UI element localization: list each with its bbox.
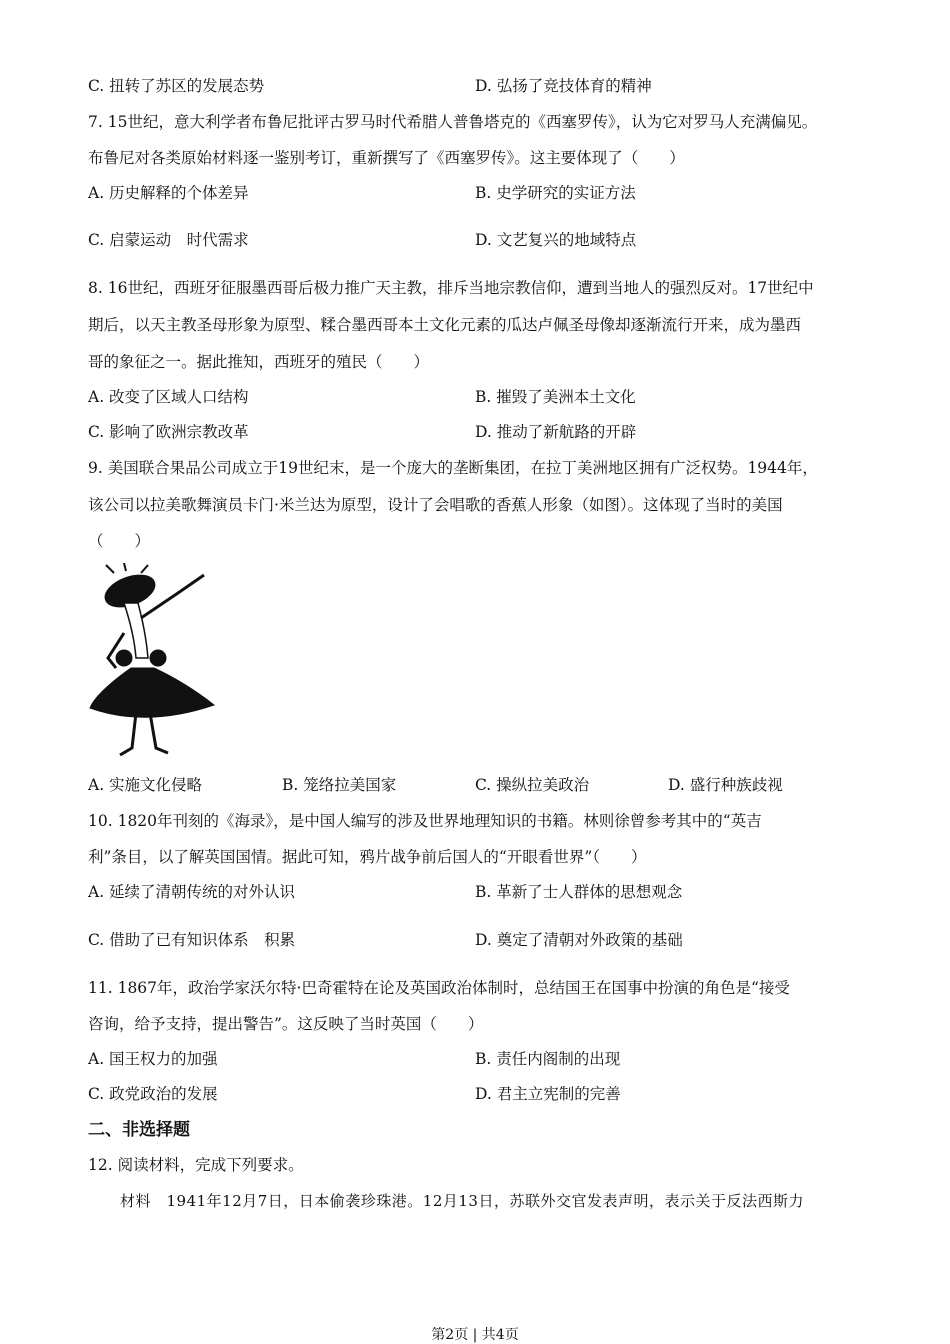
q7-option-a: A. 历史解释的个体差异	[88, 184, 249, 202]
q10-stem-line1: 10. 1820年刊刻的《海录》，是中国人编写的涉及世界地理知识的书籍。林则徐曾参考其中的“英吉	[88, 812, 762, 830]
q11-option-d: D. 君主立宪制的完善	[475, 1085, 621, 1103]
section-heading: 二、非选择题	[88, 1120, 190, 1140]
q12-material: 材料 1941年12月7日，日本偷袭珍珠港。12月13日，苏联外交官发表声明，表示关于反法西斯力	[120, 1192, 804, 1210]
q7-option-b: B. 史学研究的实证方法	[475, 184, 636, 202]
q8-stem-line2: 期后，以天主教圣母形象为原型、糅合墨西哥本土文化元素的瓜达卢佩圣母像却逐渐流行开来，成为墨西	[88, 316, 802, 334]
q10-stem-line2: 利”条目，以了解英国国情。据此可知，鸦片战争前后国人的“开眼看世界”（ ）	[88, 848, 647, 866]
q8-option-d: D. 推动了新航路的开辟	[475, 423, 637, 441]
q8-option-a: A. 改变了区域人口结构	[88, 388, 249, 406]
q9-option-b: B. 笼络拉美国家	[282, 776, 397, 794]
q7-option-d: D. 文艺复兴的地域特点	[475, 231, 637, 249]
q7-stem-line2: 布鲁尼对各类原始材料逐一鉴别考订，重新撰写了《西塞罗传》。这主要体现了（ ）	[88, 149, 685, 167]
q11-option-c: C. 政党政治的发展	[88, 1085, 218, 1103]
q9-stem-line2: 该公司以拉美歌舞演员卡门·米兰达为原型，设计了会唱歌的香蕉人形象（如图）。这体现了当时的美国	[88, 496, 783, 514]
q11-option-a: A. 国王权力的加强	[88, 1050, 218, 1068]
q11-stem-line2: 咨询，给予支持，提出警告”。这反映了当时英国（ ）	[88, 1015, 484, 1033]
q9-option-a: A. 实施文化侵略	[88, 776, 203, 794]
q11-option-b: B. 责任内阁制的出现	[475, 1050, 621, 1068]
q7-stem-line1: 7. 15世纪，意大利学者布鲁尼批评古罗马时代希腊人普鲁塔克的《西塞罗传》，认为它对罗马人充满偏见。	[88, 113, 818, 131]
q8-option-b: B. 摧毁了美洲本土文化	[475, 388, 636, 406]
q8-stem-line3: 哥的象征之一。据此推知，西班牙的殖民（ ）	[88, 353, 430, 371]
q8-stem-line1: 8. 16世纪，西班牙征服墨西哥后极力推广天主教，排斥当地宗教信仰，遭到当地人的强烈反对。17世纪中	[88, 279, 814, 297]
q10-option-a: A. 延续了清朝传统的对外认识	[88, 883, 296, 901]
banana-figure-illustration	[86, 563, 218, 763]
q9-stem-line3: （ ）	[88, 532, 151, 550]
q9-option-d: D. 盛行种族歧视	[668, 776, 783, 794]
q9-stem-line1: 9. 美国联合果品公司成立于19世纪末，是一个庞大的垄断集团，在拉丁美洲地区拥有广泛权势。1944年，	[88, 459, 818, 477]
q10-option-d: D. 奠定了清朝对外政策的基础	[475, 931, 683, 949]
q7-option-c: C. 启蒙运动 时代需求	[88, 231, 249, 249]
q6-option-d: D. 弘扬了竞技体育的精神	[475, 77, 652, 95]
q6-option-c: C. 扭转了苏区的发展态势	[88, 77, 265, 95]
q11-stem-line1: 11. 1867年，政治学家沃尔特·巴奇霍特在论及英国政治体制时，总结国王在国事中扮演的角色是“接受	[88, 979, 790, 997]
q10-option-b: B. 革新了士人群体的思想观念	[475, 883, 683, 901]
q8-option-c: C. 影响了欧洲宗教改革	[88, 423, 249, 441]
q9-option-c: C. 操纵拉美政治	[475, 776, 590, 794]
q12-stem: 12. 阅读材料，完成下列要求。	[88, 1156, 304, 1174]
q10-option-c: C. 借助了已有知识体系 积累	[88, 931, 296, 949]
page-footer: 第2页 | 共4页	[431, 1327, 519, 1343]
